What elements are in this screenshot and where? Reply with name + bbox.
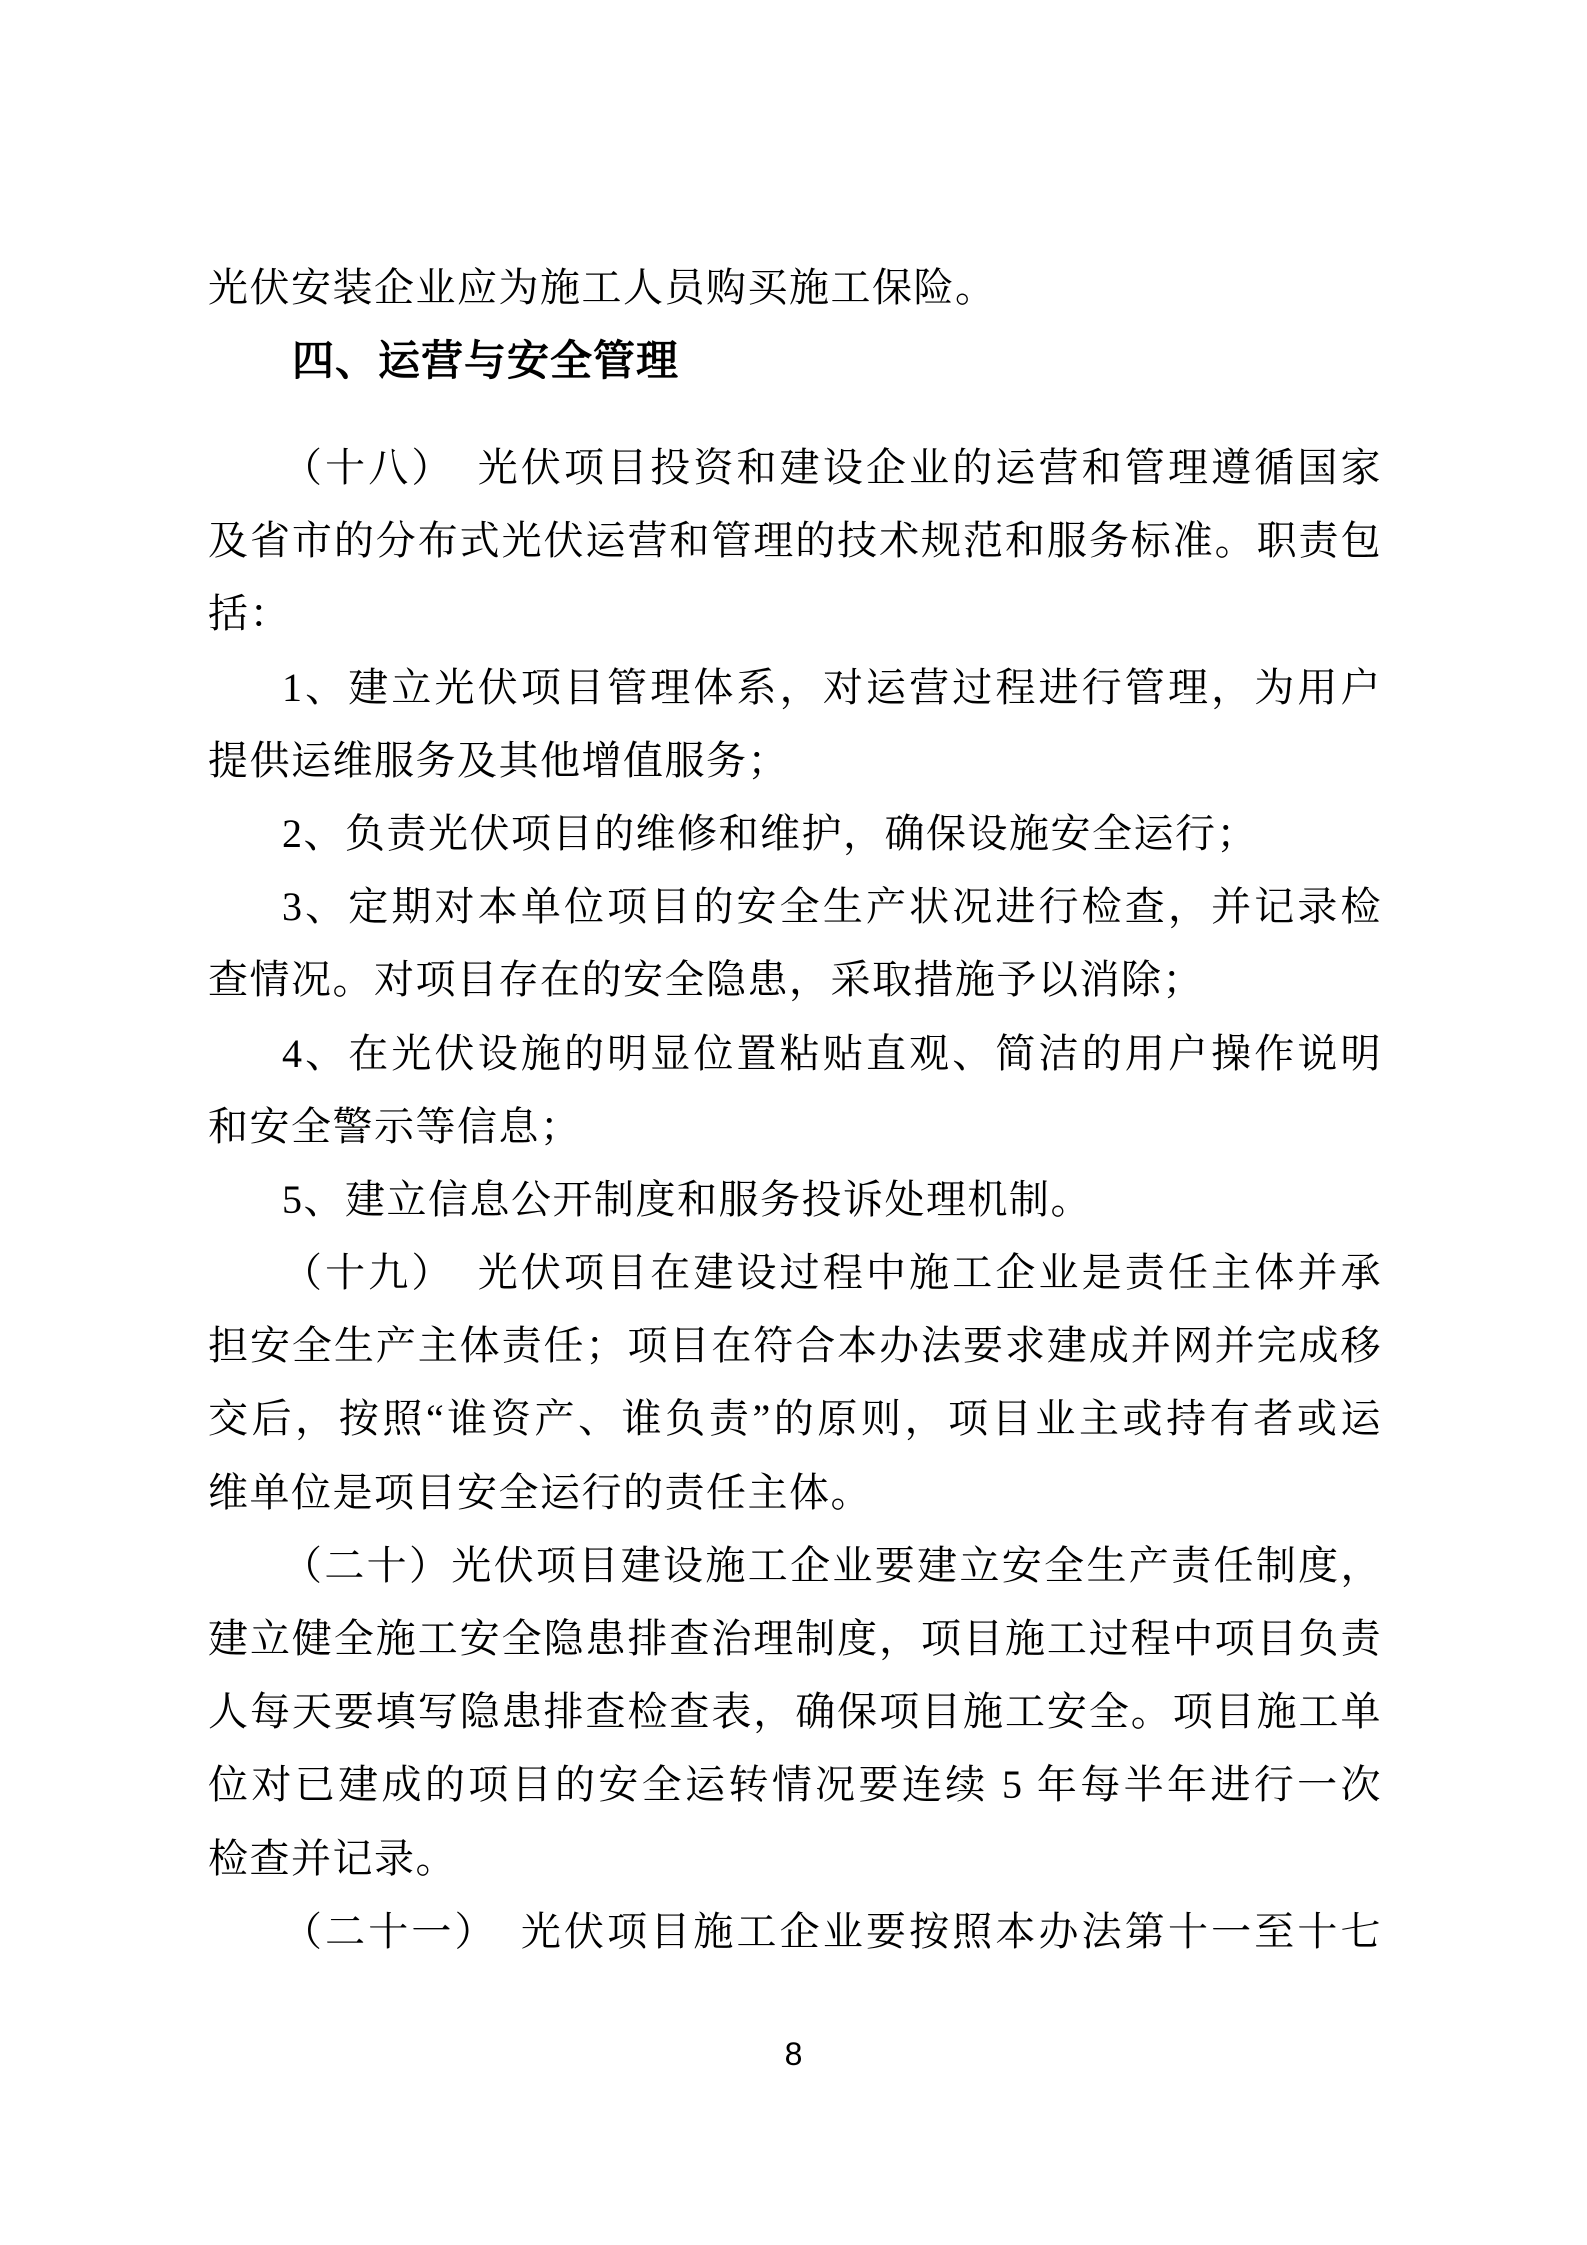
text-line: 人每天要填写隐患排查检查表，确保项目施工安全。项目施工单 (208, 1689, 1382, 1735)
text-line: 提供运维服务及其他增值服务； (208, 737, 789, 783)
text-line: 5、建立信息公开制度和服务投诉处理机制。 (282, 1176, 1092, 1222)
text-line: 和安全警示等信息； (208, 1103, 582, 1149)
text-line: （十八） 光伏项目投资和建设企业的运营和管理遵循国家 (282, 445, 1382, 490)
text-line: 查情况。对项目存在的安全隐患，采取措施予以消除； (208, 957, 1204, 1003)
text-line: 位对已建成的项目的安全运转情况要连续 5 年每半年进行一次 (208, 1762, 1382, 1808)
text-line: （十九） 光伏项目在建设过程中施工企业是责任主体并承 (282, 1250, 1382, 1296)
text-line: 2、负责光伏项目的维修和维护，确保设施安全运行； (282, 810, 1258, 856)
body-text (208, 431, 1382, 1968)
text-line: 3、定期对本单位项目的安全生产状况进行检查，并记录检 (282, 884, 1382, 930)
text-line: 光伏安装企业应为施工人员购买施工保险。 (208, 265, 997, 310)
text-line: 括： (208, 591, 291, 637)
text-line: （二十）光伏项目建设施工企业要建立安全生产责任制度， (282, 1542, 1382, 1588)
page-number: 8 (784, 2036, 803, 2072)
text-line: 维单位是项目安全运行的责任主体。 (208, 1469, 872, 1515)
text-line: 交后，按照“谁资产、谁负责”的原则，项目业主或持有者或运 (208, 1396, 1382, 1442)
text-line: 及省市的分布式光伏运营和管理的技术规范和服务标准。职责包 (208, 518, 1382, 564)
text-line: （二十一） 光伏项目施工企业要按照本办法第十一至十七 (282, 1908, 1382, 1954)
text-line: 检查并记录。 (208, 1835, 457, 1881)
text-line: 担安全生产主体责任；项目在符合本办法要求建成并网并完成移 (208, 1323, 1382, 1369)
text-line: 4、在光伏设施的明显位置粘贴直观、简洁的用户操作说明 (282, 1030, 1382, 1076)
section-heading: 四、运营与安全管理 (292, 337, 680, 384)
text-line: 建立健全施工安全隐患排查治理制度，项目施工过程中项目负责 (208, 1616, 1382, 1661)
text-line: 1、建立光伏项目管理体系，对运营过程进行管理，为用户 (282, 664, 1382, 710)
